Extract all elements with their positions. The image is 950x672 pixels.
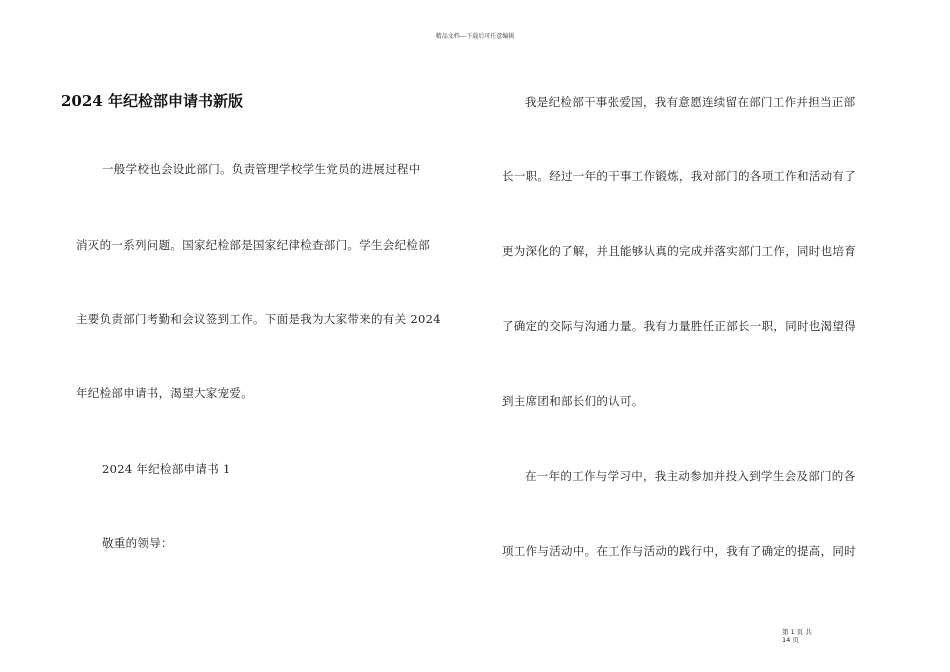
paragraph-line: 项工作与活动中。在工作与活动的践行中，我有了确定的提高，同时: [502, 544, 856, 558]
document-title: 2024 年纪检部申请书新版: [61, 92, 243, 110]
salutation: 敬重的领导：: [102, 536, 173, 550]
section-heading: 2024 年纪检部申请书 1: [102, 462, 231, 476]
paragraph-line: 到主席团和部长们的认可。: [502, 394, 644, 408]
paragraph-line: 长一职。经过一年的干事工作锻炼，我对部门的各项工作和活动有了: [502, 169, 856, 183]
page-number: 第 1 页 共 14 页: [782, 628, 812, 644]
paragraph-line: 了确定的交际与沟通力量。我有力量胜任正部长一职，同时也渴望得: [502, 319, 856, 333]
paragraph-line: 一般学校也会设此部门。负责管理学校学生党员的进展过程中: [102, 162, 421, 176]
paragraph-line: 我是纪检部干事张爱国，我有意愿连续留在部门工作并担当正部: [525, 95, 856, 109]
header-note: 精品文档---下载后可任意编辑: [435, 33, 515, 40]
paragraph-line: 年纪检部申请书，渴望大家宠爱。: [76, 386, 253, 400]
paragraph-line: 更为深化的了解，并且能够认真的完成并落实部门工作，同时也培育: [502, 244, 856, 258]
paragraph-line: 在一年的工作与学习中，我主动参加并投入到学生会及部门的各: [525, 469, 856, 483]
paragraph-line: 主要负责部门考勤和会议签到工作。下面是我为大家带来的有关 2024: [76, 312, 441, 326]
paragraph-line: 消灭的一系列问题。国家纪检部是国家纪律检查部门。学生会纪检部: [76, 238, 430, 252]
